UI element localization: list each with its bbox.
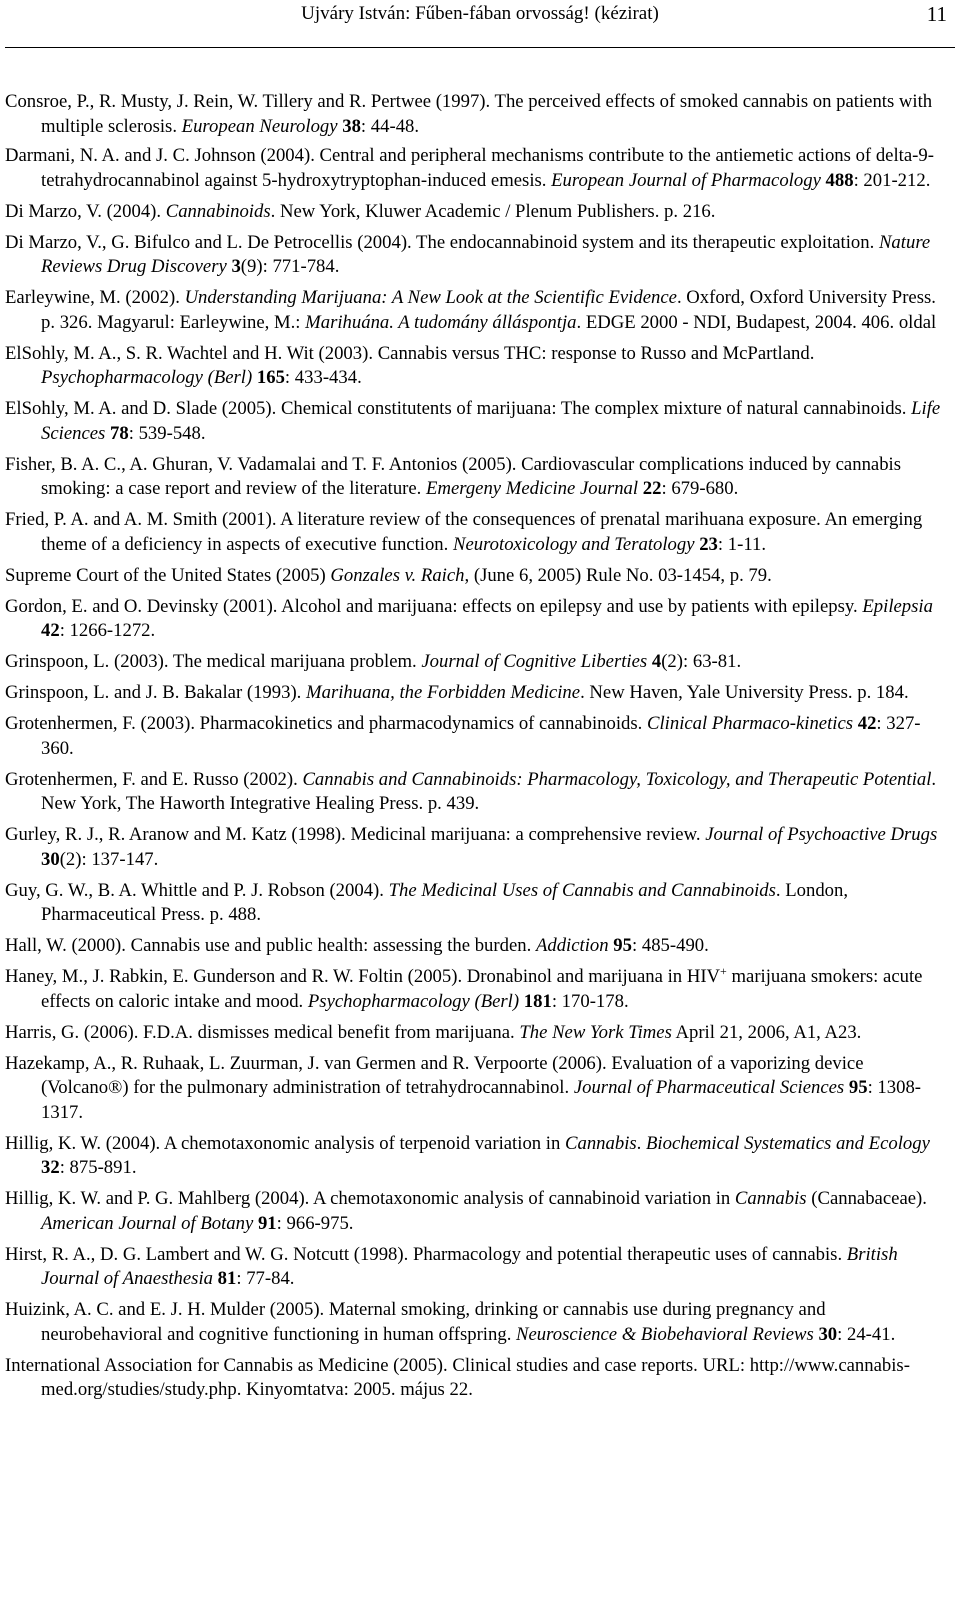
reference-entry xyxy=(5,712,943,761)
reference-list xyxy=(5,90,943,1409)
header-divider xyxy=(5,47,955,48)
reference-text-run: Grotenhermen, F. and E. Russo (2002). xyxy=(5,768,303,790)
reference-text-run: : 44-48. xyxy=(360,115,420,137)
reference-italic-run: European Journal of Pharmacology xyxy=(551,169,821,191)
reference-text-run: , (June 6, 2005) Rule No. 03-1454, p. 79. xyxy=(464,564,772,586)
reference-text-run: ElSohly, M. A. and D. Slade (2005). Chemical constitutents of marijuana: The complex mixture of natural cannabinoids. xyxy=(5,398,912,419)
reference-italic-run: Journal of Psychoactive Drugs xyxy=(705,824,938,845)
reference-text-run: Hirst, R. A., D. G. Lambert and W. G. Notcutt (1998). Pharmacology and potential therapeutic uses of cannabis. xyxy=(5,1243,847,1265)
reference-text-run: Di Marzo, V. (2004). xyxy=(5,200,166,222)
reference-text-run: Grinspoon, L. and J. B. Bakalar (1993). xyxy=(5,682,307,703)
reference-italic-run: Marihuána. A tudomány álláspontja xyxy=(305,311,577,333)
header-title: Ujváry István: Fűben-fában orvosság! (kézirat) xyxy=(301,3,659,24)
reference-italic-run: The Medicinal Uses of Cannabis and Cannabinoids xyxy=(388,879,776,901)
reference-entry xyxy=(5,231,943,280)
reference-text-run: . New York, Kluwer Academic / Plenum Publishers. p. 216. xyxy=(270,200,716,222)
page-number: 11 xyxy=(926,2,947,26)
reference-text-run: Darmani, N. A. and J. C. Johnson (2004). Central and peripheral mechanisms contribute to the antiemetic actions of delta-9-tetrahydrocannabinol against 5-hydroxytryptophan-induced emesis. xyxy=(5,145,934,191)
reference-text-run: Gordon, E. and O. Devinsky (2001). Alcohol and marijuana: effects on epilepsy and use by patients with epilepsy. xyxy=(5,595,863,617)
reference-text-run: . New York, The Haworth Integrative Healing Press. p. 439. xyxy=(41,768,937,814)
reference-text-run: : 24-41. xyxy=(837,1323,896,1345)
reference-italic-run: Journal of Pharmaceutical Sciences xyxy=(573,1077,845,1098)
reference-entry xyxy=(5,965,943,1014)
reference-text-run: : 679-680. xyxy=(661,478,739,499)
reference-text-run: : 1-11. xyxy=(717,533,766,555)
reference-entry xyxy=(5,397,943,446)
reference-text-run: Di Marzo, V., G. Bifulco and L. De Petrocellis (2004). The endocannabinoid system and its therapeutic exploitation. xyxy=(5,231,879,253)
reference-text-run: : 966-975. xyxy=(276,1212,354,1234)
reference-bold-run: 42 xyxy=(857,713,877,734)
reference-text-run: Fried, P. A. and A. M. Smith (2001). A literature review of the consequences of prenatal marihuana exposure. An emerging theme of a deficiency in aspects of executive function. xyxy=(5,509,923,555)
reference-superscript: + xyxy=(720,963,727,978)
reference-text-run: . xyxy=(636,1132,647,1154)
reference-text-run: (2): 137-147. xyxy=(59,848,159,870)
reference-text-run: Harris, G. (2006). F.D.A. dismisses medical benefit from marijuana. xyxy=(5,1021,520,1043)
reference-text-run: Huizink, A. C. and E. J. H. Mulder (2005). Maternal smoking, drinking or cannabis use during pregnancy and neurobehavioral and cognitive functioning in human offspring. xyxy=(5,1299,826,1345)
reference-text-run: Hillig, K. W. and P. G. Mahlberg (2004). A chemotaxonomic analysis of cannabinoid variation in xyxy=(5,1188,735,1209)
reference-bold-run: 95 xyxy=(848,1077,868,1098)
reference-text-run: : 485-490. xyxy=(631,935,709,956)
reference-italic-run: The New York Times xyxy=(519,1021,672,1043)
reference-text-run: : 875-891. xyxy=(59,1157,137,1178)
reference-text-run: Supreme Court of the United States (2005) xyxy=(5,564,331,586)
reference-bold-run: 38 xyxy=(342,115,361,137)
reference-italic-run: Cannabis xyxy=(734,1188,807,1209)
reference-entry xyxy=(5,508,943,557)
reference-entry xyxy=(5,823,943,872)
reference-bold-run: 488 xyxy=(825,169,854,191)
reference-text-run: Earleywine, M. (2002). xyxy=(5,287,185,308)
reference-italic-run: British Journal of Anaesthesia xyxy=(41,1243,898,1289)
reference-entry xyxy=(5,1298,943,1347)
reference-italic-run: Addiction xyxy=(535,935,609,956)
reference-bold-run: 3 xyxy=(231,256,241,277)
reference-italic-run: Understanding Marijuana: A New Look at the Scientific Evidence xyxy=(184,287,677,308)
reference-text-run: Hillig, K. W. (2004). A chemotaxonomic analysis of terpenoid variation in xyxy=(5,1132,566,1154)
reference-entry xyxy=(5,1354,943,1403)
reference-italic-run: European Neurology xyxy=(181,115,338,137)
reference-entry xyxy=(5,1052,943,1126)
reference-text-run: . London, Pharmaceutical Press. p. 488. xyxy=(41,879,849,925)
reference-text-run: Guy, G. W., B. A. Whittle and P. J. Robson (2004). xyxy=(5,879,389,901)
reference-text-run: : 539-548. xyxy=(128,422,206,444)
reference-bold-run: 32 xyxy=(41,1157,60,1178)
reference-bold-run: 81 xyxy=(217,1268,237,1289)
reference-text-run: : 170-178. xyxy=(551,990,629,1012)
reference-text-run: : 201-212. xyxy=(853,169,931,191)
reference-italic-run: American Journal of Botany xyxy=(41,1212,254,1234)
reference-italic-run: Marihuana, the Forbidden Medicine xyxy=(306,682,581,703)
reference-text-run: (Cannabaceae). xyxy=(806,1188,927,1209)
reference-text-run: Hazekamp, A., R. Ruhaak, L. Zuurman, J. van Germen and R. Verpoorte (2006). Evaluation of a vaporizing device (Volcano®) for the pulmonary administration of tetrahydrocannabinol. xyxy=(5,1052,864,1098)
reference-entry xyxy=(5,595,943,644)
reference-bold-run: 91 xyxy=(257,1212,277,1234)
reference-bold-run: 181 xyxy=(523,990,552,1012)
reference-italic-run: Neurotoxicology and Teratology xyxy=(453,533,695,555)
reference-italic-run: Cannabis and Cannabinoids: Pharmacology, Toxicology, and Therapeutic Potential xyxy=(302,768,932,790)
reference-entry xyxy=(5,342,943,391)
reference-bold-run: 78 xyxy=(110,422,129,444)
reference-text-run: Grotenhermen, F. (2003). Pharmacokinetics and pharmacodynamics of cannabinoids. xyxy=(5,713,647,734)
reference-italic-run: Gonzales v. Raich xyxy=(330,564,465,586)
reference-italic-run: Neuroscience & Biobehavioral Reviews xyxy=(516,1323,814,1345)
reference-text-run: . New Haven, Yale University Press. p. 184. xyxy=(580,682,909,703)
reference-bold-run: 22 xyxy=(642,478,662,499)
reference-text-run: : 327-360. xyxy=(41,713,921,759)
reference-entry xyxy=(5,879,943,928)
reference-entry xyxy=(5,681,943,706)
reference-text-run: Gurley, R. J., R. Aranow and M. Katz (1998). Medicinal marijuana: a comprehensive review. xyxy=(5,824,706,845)
reference-bold-run: 30 xyxy=(41,848,60,870)
reference-text-run: Haney, M., J. Rabkin, E. Gunderson and R. W. Foltin (2005). Dronabinol and marijuana in HIV xyxy=(5,966,721,987)
page-header xyxy=(0,0,960,52)
reference-text-run: : 1266-1272. xyxy=(59,620,156,641)
reference-bold-run: 95 xyxy=(613,935,632,956)
reference-italic-run: Epilepsia xyxy=(862,595,933,617)
reference-bold-run: 4 xyxy=(651,651,662,672)
reference-entry xyxy=(5,564,943,589)
reference-text-run: . EDGE 2000 - NDI, Budapest, 2004. 406. oldal xyxy=(576,311,937,333)
reference-text-run: : 77-84. xyxy=(236,1268,295,1289)
reference-text-run: (9): 771-784. xyxy=(240,256,340,277)
reference-entry xyxy=(5,650,943,675)
reference-entry xyxy=(5,1243,943,1292)
reference-text-run: . Oxford, Oxford University Press. p. 326. Magyarul: Earleywine, M.: xyxy=(41,287,936,333)
reference-italic-run: Psychopharmacology (Berl) xyxy=(307,990,520,1012)
reference-entry xyxy=(5,90,943,139)
reference-text-run: Fisher, B. A. C., A. Ghuran, V. Vadamalai and T. F. Antonios (2005). Cardiovascular complications induced by cannabis smoking: a case report and review of the literature. xyxy=(5,453,902,499)
reference-bold-run: 30 xyxy=(818,1323,838,1345)
reference-italic-run: Nature Reviews Drug Discovery xyxy=(41,231,931,277)
reference-entry xyxy=(5,934,943,959)
reference-text-run: (2): 63-81. xyxy=(661,651,742,672)
reference-entry xyxy=(5,200,943,225)
reference-text-run: : 433-434. xyxy=(284,367,362,388)
reference-bold-run: 42 xyxy=(41,620,60,641)
reference-italic-run: Cannabis xyxy=(565,1132,637,1154)
reference-text-run: April 21, 2006, A1, A23. xyxy=(671,1021,862,1043)
reference-text-run: ElSohly, M. A., S. R. Wachtel and H. Wit (2003). Cannabis versus THC: response to Russo and McPartland. xyxy=(5,342,815,364)
reference-text-run: Grinspoon, L. (2003). The medical marijuana problem. xyxy=(5,651,422,672)
reference-entry xyxy=(5,453,943,502)
reference-italic-run: Clinical Pharmaco-kinetics xyxy=(647,713,854,734)
reference-text-run: : 1308-1317. xyxy=(41,1077,922,1123)
reference-entry xyxy=(5,1187,943,1236)
reference-entry xyxy=(5,286,943,335)
reference-bold-run: 165 xyxy=(256,367,285,388)
reference-entry xyxy=(5,1021,943,1046)
reference-text-run: marijuana smokers: acute effects on caloric intake and mood. xyxy=(41,966,923,1012)
reference-italic-run: Cannabinoids xyxy=(165,200,271,222)
reference-entry xyxy=(5,144,943,193)
reference-italic-run: Biochemical Systematics and Ecology xyxy=(646,1132,930,1154)
reference-text-run: International Association for Cannabis as Medicine (2005). Clinical studies and case reports. URL: http://www.cannabis-med.org/studies/study.php. Kinyomtatva: 2005. május 22. xyxy=(5,1354,910,1400)
reference-bold-run: 23 xyxy=(699,533,718,555)
reference-italic-run: Psychopharmacology (Berl) xyxy=(41,367,253,388)
reference-italic-run: Emergeny Medicine Journal xyxy=(426,478,639,499)
reference-italic-run: Journal of Cognitive Liberties xyxy=(421,651,648,672)
reference-entry xyxy=(5,768,943,817)
reference-text-run: Consroe, P., R. Musty, J. Rein, W. Tillery and R. Pertwee (1997). The perceived effects of smoked cannabis on patients with multiple sclerosis. xyxy=(5,91,933,137)
reference-italic-run: Life Sciences xyxy=(41,398,941,444)
reference-entry xyxy=(5,1132,943,1181)
reference-text-run: Hall, W. (2000). Cannabis use and public health: assessing the burden. xyxy=(5,935,536,956)
